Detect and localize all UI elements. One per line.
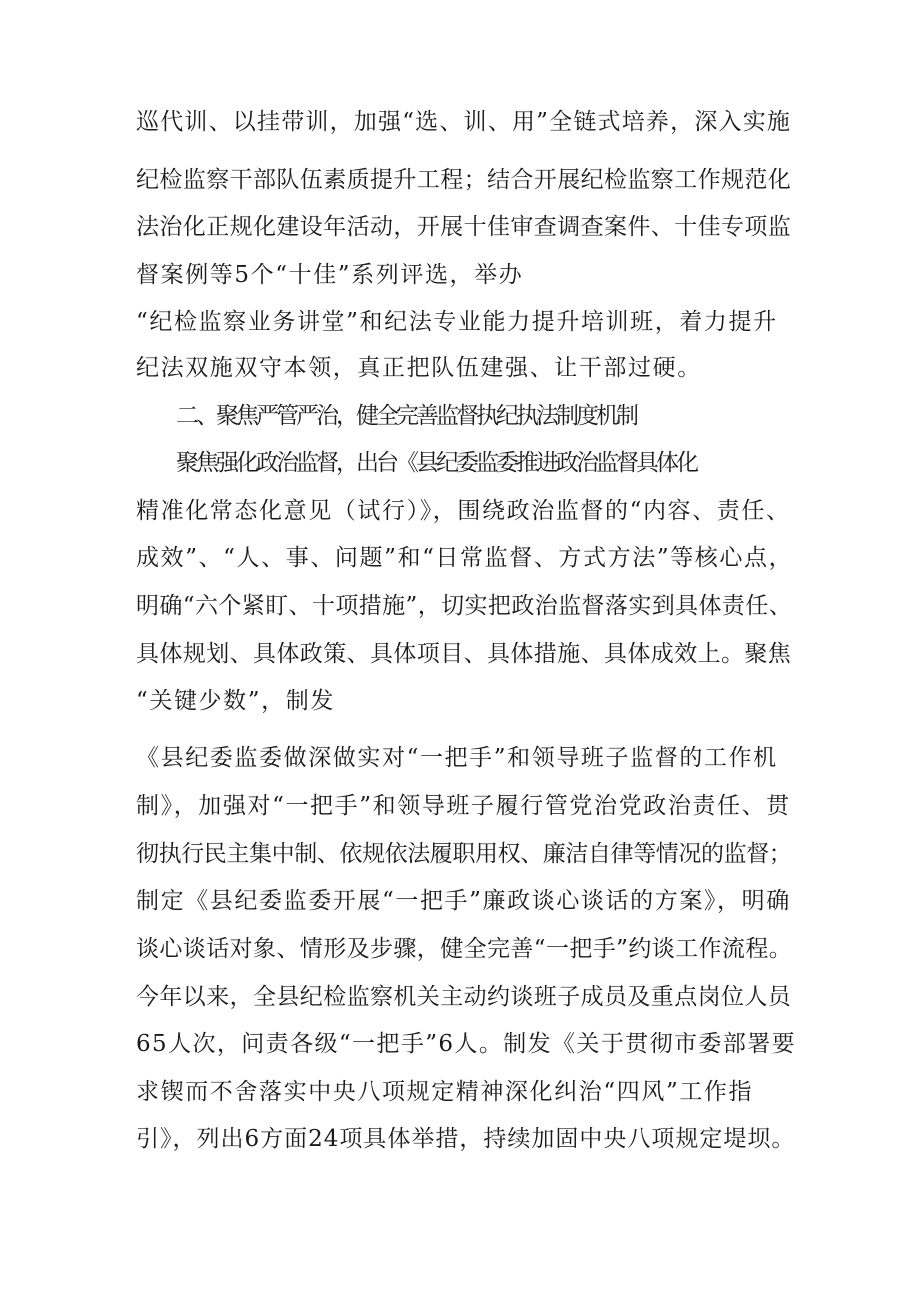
section-heading: 二、聚焦严管严治，健全完善监督执纪执法制度机制 [176,403,636,429]
text-line: 纪检监察干部队伍素质提升工程；结合开展纪检监察工作规范化 [136,167,792,193]
text-line: 纪法双施双守本领，真正把队伍建强、让干部过硬。 [136,355,702,381]
text-line: 聚焦强化政治监督，出台《县纪委监委推进政治监督具体化 [176,450,696,476]
text-line: 具体规划、具体政策、具体项目、具体措施、具体成效上。聚焦 [136,641,792,667]
text-line: 《县纪委监委做深做实对“一把手”和领导班子监督的工作机 [136,745,778,771]
text-line: 彻执行民主集中制、依规依法履职用权、廉洁自律等情况的监督； [136,841,792,867]
text-line: 求锲而不舍落实中央八项规定精神深化纠治“四风”工作指 [136,1079,754,1105]
text-line: 法治化正规化建设年活动，开展十佳审查调查案件、十佳专项监 [136,214,792,240]
text-line: 今年以来，全县纪检监察机关主动约谈班子成员及重点岗位人员 [136,984,792,1010]
text-line: 明确“六个紧盯、十项措施”，切实把政治监督落实到具体责任、 [136,593,793,619]
text-line: 督案例等5个“十佳”系列评选，举办 [136,262,524,288]
text-line: 引》，列出6方面24项具体举措，持续加固中央八项规定堤坝。 [136,1126,796,1152]
text-line: 巡代训、以挂带训，加强“选、训、用”全链式培养，深入实施 [136,109,792,135]
text-line: 成效”、“人、事、问题”和“日常监督、方式方法”等核心点， [136,545,794,571]
text-line: 制》，加强对“一把手”和领导班子履行管党治党政治责任、贯 [136,793,791,819]
text-line: 精准化常态化意见（试行）》，围绕政治监督的“内容、责任、 [136,498,791,524]
text-line: 谈心谈话对象、情形及步骤，健全完善“一把手”约谈工作流程。 [136,936,793,962]
text-line: “关键少数”，制发 [136,688,335,714]
text-line: “纪检监察业务讲堂”和纪法专业能力提升培训班，着力提升 [136,309,778,335]
text-line: 制定《县纪委监委开展“一把手”廉政谈心谈话的方案》，明确 [136,888,791,914]
text-line: 65人次，问责各级“一把手”6人。制发《关于贯彻市委部署要 [136,1031,797,1057]
